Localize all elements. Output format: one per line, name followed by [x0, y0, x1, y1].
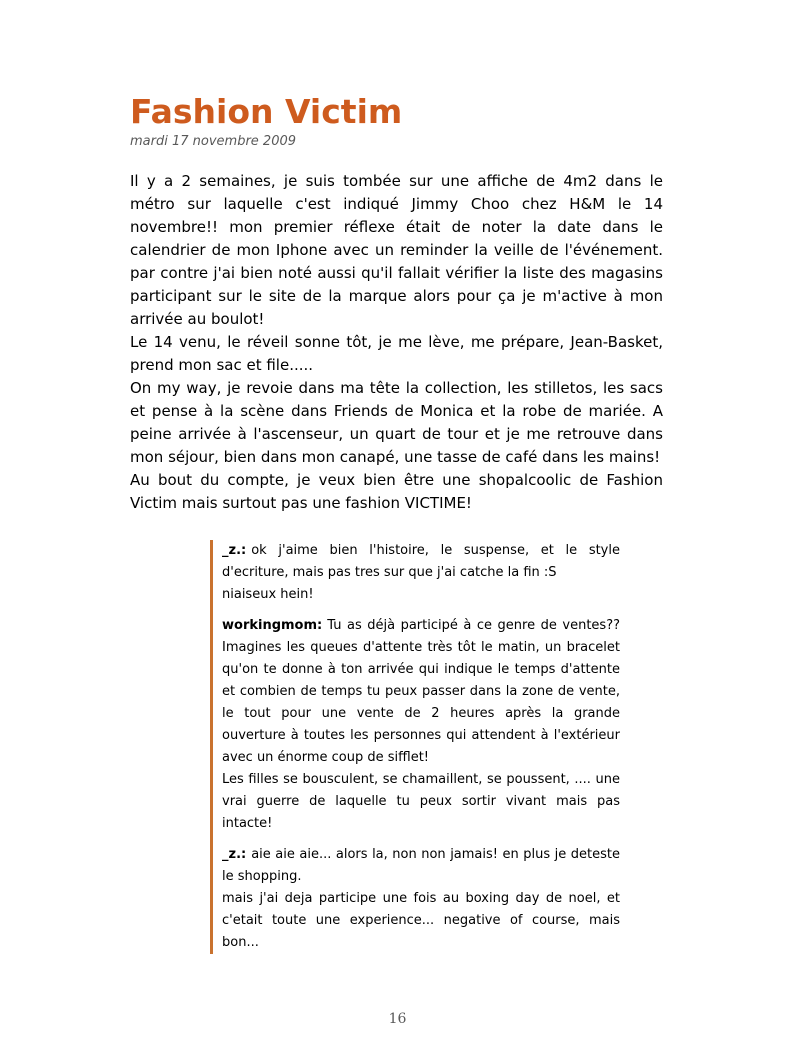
comment [222, 540, 620, 606]
article-paragraph: Au bout du compte, je veux bien être une shopalcoolic de Fashion Victim mais surtout pas une fashion VICTIME! [130, 470, 663, 512]
comment-author: _z.: [222, 542, 247, 558]
post-date: mardi 17 novembre 2009 [130, 133, 297, 149]
comment-text: niaiseux hein! [222, 586, 314, 602]
comment-author: workingmom: [222, 617, 323, 633]
comment-text: Tu as déjà participé à ce genre de ventes?? Imagines les queues d'attente très tôt le matin, un bracelet qu'on te donne à ton arrivée qui indique le temps d'attente et combien de temps tu peux passer dans la zone de vente, le tout pour une vente de 2 heures après la grande ouverture à toutes les personnes qui attendent à l'extérieur avec un énorme coup de sifflet! [222, 617, 620, 765]
article-body [130, 170, 663, 515]
comment-text: mais j'ai deja participe une fois au boxing day de noel, et c'etait toute une experience... negative of course, mais bon... [222, 890, 620, 950]
comments-section [210, 540, 620, 954]
comment [222, 844, 620, 954]
comment-text: Les filles se bousculent, se chamaillent, se poussent, .... une vrai guerre de laquelle tu peux sortir vivant mais pas intacte! [222, 771, 620, 831]
page-footer [0, 1008, 795, 1027]
comment [222, 615, 620, 835]
comment-text: ok j'aime bien l'histoire, le suspense, et le style d'ecriture, mais pas tres sur que j'ai catche la fin :S [222, 542, 620, 580]
comment-text: aie aie aie... alors la, non non jamais! en plus je deteste le shopping. [222, 846, 620, 884]
page-title: Fashion Victim [130, 92, 403, 131]
article-paragraph: On my way, je revoie dans ma tête la collection, les stilletos, les sacs et pense à la scène dans Friends de Monica et la robe de mariée. A peine arrivée à l'ascenseur, un quart de tour et je me retrouve dans mon séjour, bien dans mon canapé, une tasse de café dans les mains! [130, 378, 663, 466]
article-paragraph: Il y a 2 semaines, je suis tombée sur une affiche de 4m2 dans le métro sur laquelle c'est indiqué Jimmy Choo chez H&M le 14 novembre!! mon premier réflexe était de noter la date dans le calendrier de mon Iphone avec un reminder la veille de l'événement. par contre j'ai bien noté aussi qu'il fallait vérifier la liste des magasins participant sur le site de la marque alors pour ça je m'active à mon arrivée au boulot! [130, 171, 663, 328]
page-number: 16 [388, 1011, 407, 1027]
article-paragraph: Le 14 venu, le réveil sonne tôt, je me lève, me prépare, Jean-Basket, prend mon sac et file..... [130, 332, 663, 374]
comment-author: _z.: [222, 846, 247, 862]
post-header [130, 94, 663, 149]
